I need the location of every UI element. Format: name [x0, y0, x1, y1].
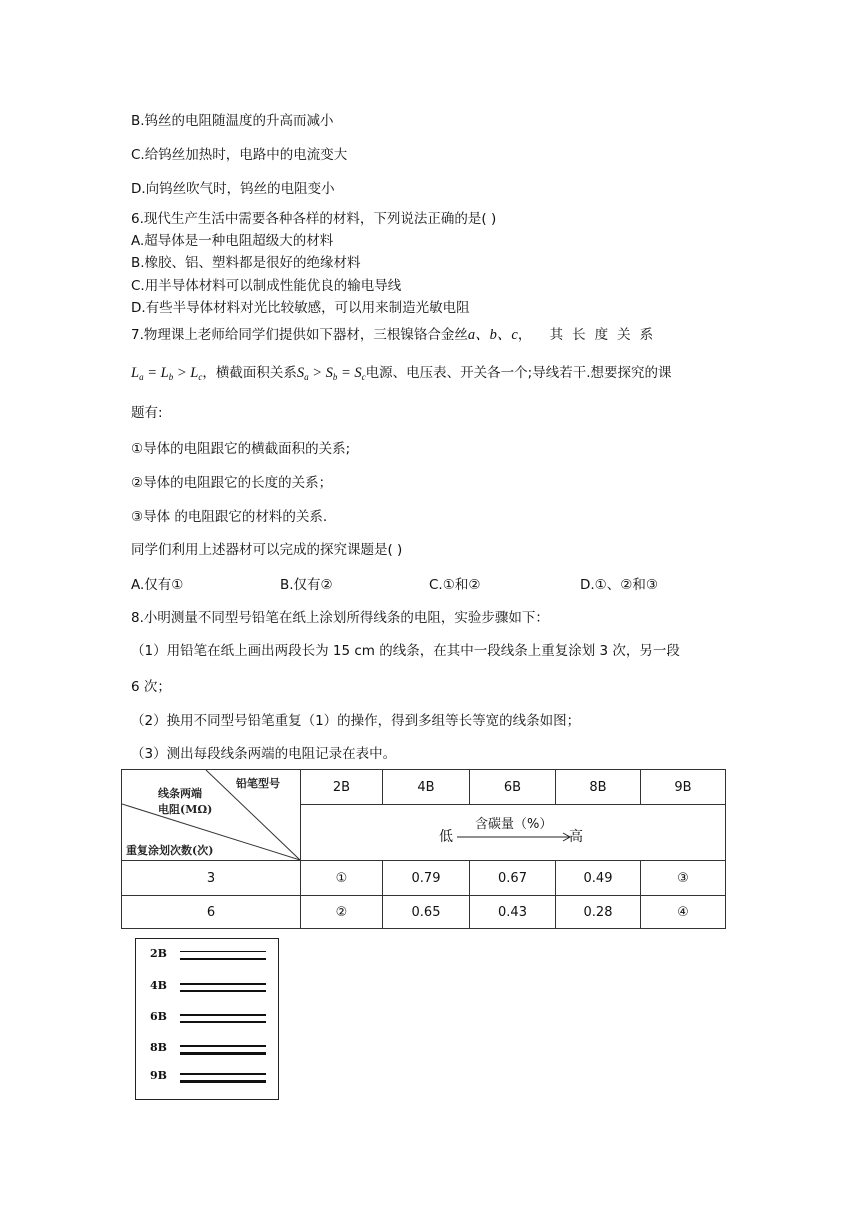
- question-7-line-1: [131, 326, 662, 344]
- figure-row-9b: [136, 1069, 278, 1089]
- value-cell: 0.28: [556, 896, 641, 929]
- option-6a: A.超导体是一种电阻超级大的材料: [131, 233, 334, 249]
- pencil-line: [180, 1052, 266, 1055]
- pencil-line: [180, 1045, 266, 1047]
- option-7a: A.仅有①: [131, 577, 184, 593]
- pencil-line: [180, 1021, 266, 1023]
- value-cell: 0.79: [383, 861, 470, 896]
- figure-label: 6B: [150, 1010, 167, 1023]
- model-6b: 6B: [470, 770, 556, 805]
- step-1-cont: 6 次；: [131, 679, 171, 695]
- model-8b: 8B: [556, 770, 641, 805]
- q7-length-text: 其长度关系: [549, 327, 663, 343]
- figure-row-6b: [136, 1010, 278, 1030]
- q7-sep: ，: [517, 327, 532, 343]
- value-cell: 0.65: [383, 896, 470, 929]
- topic-1: ①导体的电阻跟它的横截面积的关系;: [131, 441, 351, 457]
- pencil-line: [180, 1073, 266, 1075]
- length-relation: $L_a = L_b > L_c$: [131, 365, 203, 382]
- option-6b: B.橡胶、铝、塑料都是很好的绝缘材料: [131, 255, 361, 271]
- pencil-line: [180, 951, 266, 952]
- option-5c: C.给钨丝加热时，电路中的电流变大: [131, 147, 348, 163]
- pencil-line: [180, 1014, 266, 1016]
- pencil-line: [180, 1080, 266, 1083]
- value-cell: ③: [641, 861, 726, 896]
- q7-intro: 7.物理课上老师给同学们提供如下器材，三根镍铬合金丝: [131, 327, 468, 343]
- option-5b: B.钨丝的电阻随温度的升高而减小: [131, 113, 334, 129]
- question-7-line-2: [131, 364, 672, 386]
- area-relation: $S_a > S_b = S_c$: [296, 365, 366, 382]
- times-3: 3: [122, 861, 301, 896]
- value-cell: ①: [301, 861, 383, 896]
- pencil-line: [180, 958, 266, 960]
- value-cell: ④: [641, 896, 726, 929]
- model-9b: 9B: [641, 770, 726, 805]
- resistance-table: [121, 769, 726, 929]
- step-2: （2）换用不同型号铅笔重复（1）的操作，得到多组等长等宽的线条如图；: [131, 713, 581, 729]
- model-2b: 2B: [301, 770, 383, 805]
- model-4b: 4B: [383, 770, 470, 805]
- topic-3: ③导体 的电阻跟它的材料的关系.: [131, 509, 328, 525]
- value-cell: 0.67: [470, 861, 556, 896]
- arrow-right-icon: [457, 832, 577, 842]
- figure-row-2b: [136, 947, 278, 967]
- header-resistance-2: 电阻(MΩ): [158, 803, 213, 816]
- value-cell: 0.43: [470, 896, 556, 929]
- question-7-line-3: 题有:: [131, 405, 163, 421]
- pencil-line: [180, 983, 266, 985]
- step-3: （3）测出每段线条两端的电阻记录在表中。: [131, 746, 397, 762]
- diagonal-header-cell: [122, 770, 301, 861]
- figure-row-8b: [136, 1041, 278, 1061]
- step-1: （1）用铅笔在纸上画出两段长为 15 cm 的线条，在其中一段线条上重复涂划 3 次，另一段: [131, 643, 680, 659]
- q7-wires: a、b、c: [467, 327, 518, 343]
- question-7-ask: 同学们利用上述器材可以完成的探究课题是( ): [131, 542, 403, 558]
- question-8: 8.小明测量不同型号铅笔在纸上涂划所得线条的电阻，实验步骤如下：: [131, 610, 549, 626]
- header-times: 重复涂划次数(次): [126, 844, 214, 857]
- figure-label: 2B: [150, 947, 167, 960]
- option-6c: C.用半导体材料可以制成性能优良的输电导线: [131, 278, 402, 294]
- times-6: 6: [122, 896, 301, 929]
- option-7b: B.仅有②: [280, 577, 333, 593]
- figure-label: 8B: [150, 1041, 167, 1054]
- header-resistance-1: 线条两端: [158, 787, 202, 800]
- value-cell: 0.49: [556, 861, 641, 896]
- carbon-high: 高: [569, 829, 583, 845]
- q7-area-text: ，横截面积关系: [202, 365, 297, 381]
- option-5d: D.向钨丝吹气时，钨丝的电阻变小: [131, 181, 335, 197]
- figure-label: 9B: [150, 1069, 167, 1082]
- option-6d: D.有些半导体材料对光比较敏感，可以用来制造光敏电阻: [131, 300, 470, 316]
- value-cell: ②: [301, 896, 383, 929]
- table-row: [122, 896, 726, 929]
- carbon-low: 低: [439, 829, 453, 845]
- figure-row-4b: [136, 979, 278, 999]
- pencil-line: [180, 990, 266, 992]
- pencil-lines-figure: [135, 938, 279, 1100]
- figure-label: 4B: [150, 979, 167, 992]
- q7-rest: 电源、电压表、开关各一个;导线若干.想要探究的课: [365, 365, 672, 381]
- option-7d: D.①、②和③: [580, 577, 658, 593]
- table-row: [122, 861, 726, 896]
- carbon-label: 含碳量（%）: [475, 817, 553, 832]
- carbon-content-cell: [301, 805, 726, 861]
- option-7c: C.①和②: [429, 577, 481, 593]
- header-pencil-model: 铅笔型号: [236, 777, 280, 790]
- topic-2: ②导体的电阻跟它的长度的关系；: [131, 475, 333, 491]
- question-6: 6.现代生产生活中需要各种各样的材料，下列说法正确的是( ): [131, 211, 497, 227]
